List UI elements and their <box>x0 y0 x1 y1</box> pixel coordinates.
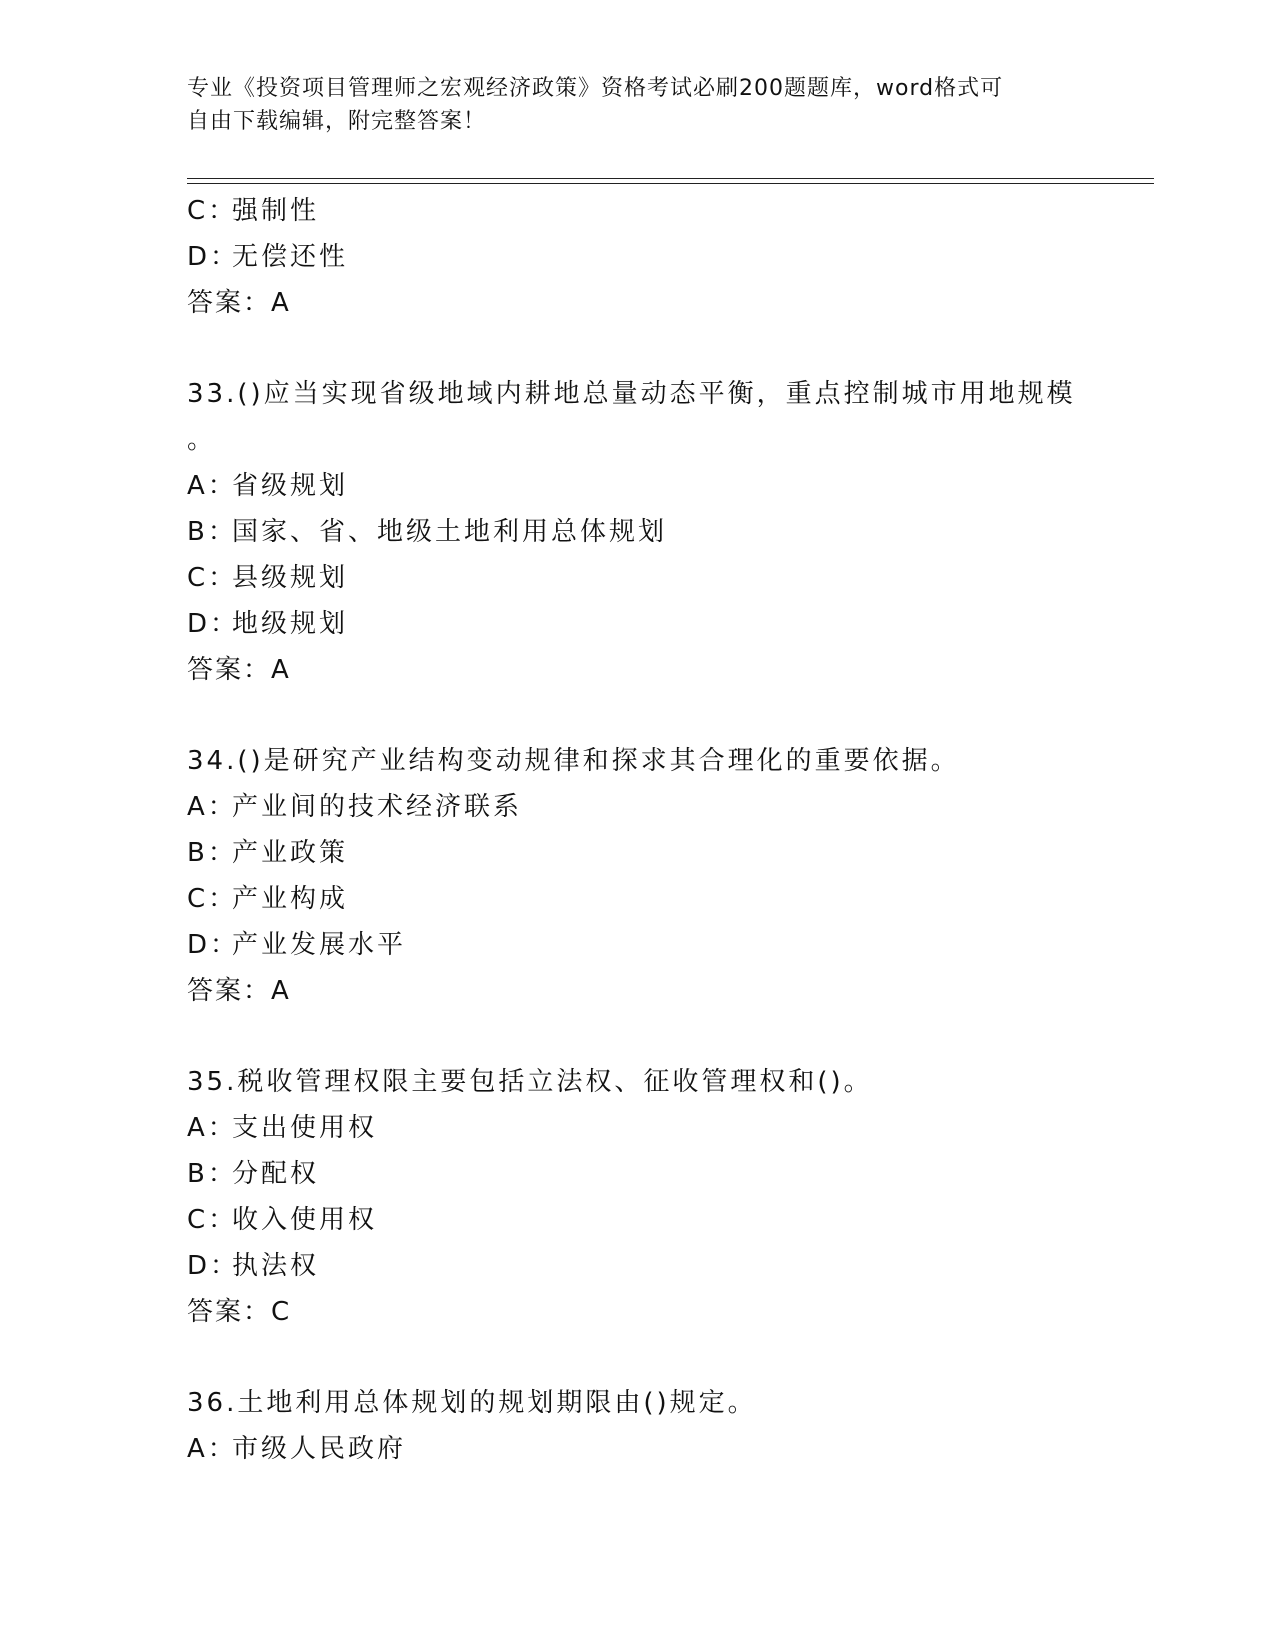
answer-line: 答案：A <box>187 976 291 1006</box>
option-key: B： <box>187 517 237 547</box>
question-33-text-continued: 。 <box>187 425 217 455</box>
option-key: C： <box>187 884 238 914</box>
header-title-line-1: 专业《投资项目管理师之宏观经济政策》资格考试必刷200题题库，word格式可 <box>187 76 1004 101</box>
option-key: B： <box>187 838 237 868</box>
question-33-text: 33.()应当实现省级地域内耕地总量动态平衡，重点控制城市用地规模 <box>187 379 1076 409</box>
spacer <box>187 1335 1147 1380</box>
option-key: B： <box>187 1159 237 1189</box>
option-text: 支出使用权 <box>232 1113 378 1143</box>
question-34-text: 34.()是研究产业结构变动规律和探求其合理化的重要依据。 <box>187 746 960 776</box>
answer-line: 答案：A <box>187 655 291 685</box>
header-divider-bottom <box>187 183 1154 184</box>
option-text: 无偿还性 <box>232 242 349 272</box>
spacer <box>187 326 1147 371</box>
option-text: 市级人民政府 <box>232 1434 407 1464</box>
option-key: D： <box>187 242 240 272</box>
spacer <box>187 1014 1147 1059</box>
option-key: D： <box>187 609 240 639</box>
option-key: A： <box>187 792 237 822</box>
option-key: C： <box>187 196 238 226</box>
document-header <box>187 72 1087 138</box>
option-d <box>187 234 1147 280</box>
option-text: 国家、省、地级土地利用总体规划 <box>232 517 668 547</box>
option-c <box>187 555 1147 601</box>
option-text: 产业发展水平 <box>232 930 407 960</box>
option-text: 强制性 <box>232 196 320 226</box>
option-a <box>187 463 1147 509</box>
option-text: 执法权 <box>232 1251 320 1281</box>
option-b <box>187 509 1147 555</box>
option-text: 地级规划 <box>232 609 349 639</box>
option-c <box>187 1197 1147 1243</box>
option-text: 产业构成 <box>232 884 349 914</box>
option-b <box>187 830 1147 876</box>
answer-line: 答案：A <box>187 288 291 318</box>
option-key: A： <box>187 1434 237 1464</box>
header-title-line-2: 自由下载编辑，附完整答案！ <box>187 109 487 134</box>
option-c <box>187 876 1147 922</box>
option-c <box>187 188 1147 234</box>
option-key: A： <box>187 1113 237 1143</box>
answer-line: 答案：C <box>187 1297 292 1327</box>
question-list <box>187 188 1147 1472</box>
option-text: 产业间的技术经济联系 <box>232 792 523 822</box>
option-b <box>187 1151 1147 1197</box>
spacer <box>187 693 1147 738</box>
header-divider-top <box>187 178 1154 179</box>
option-d <box>187 922 1147 968</box>
option-d <box>187 1243 1147 1289</box>
option-key: D： <box>187 930 240 960</box>
option-text: 分配权 <box>232 1159 320 1189</box>
option-text: 省级规划 <box>232 471 349 501</box>
option-key: C： <box>187 563 238 593</box>
option-text: 产业政策 <box>232 838 349 868</box>
option-key: D： <box>187 1251 240 1281</box>
option-text: 县级规划 <box>232 563 349 593</box>
option-a <box>187 1426 1147 1472</box>
option-key: A： <box>187 471 237 501</box>
question-36-text: 36.土地利用总体规划的规划期限由()规定。 <box>187 1388 757 1418</box>
option-a <box>187 1105 1147 1151</box>
option-key: C： <box>187 1205 238 1235</box>
option-a <box>187 784 1147 830</box>
option-d <box>187 601 1147 647</box>
question-35-text: 35.税收管理权限主要包括立法权、征收管理权和()。 <box>187 1067 873 1097</box>
option-text: 收入使用权 <box>232 1205 378 1235</box>
